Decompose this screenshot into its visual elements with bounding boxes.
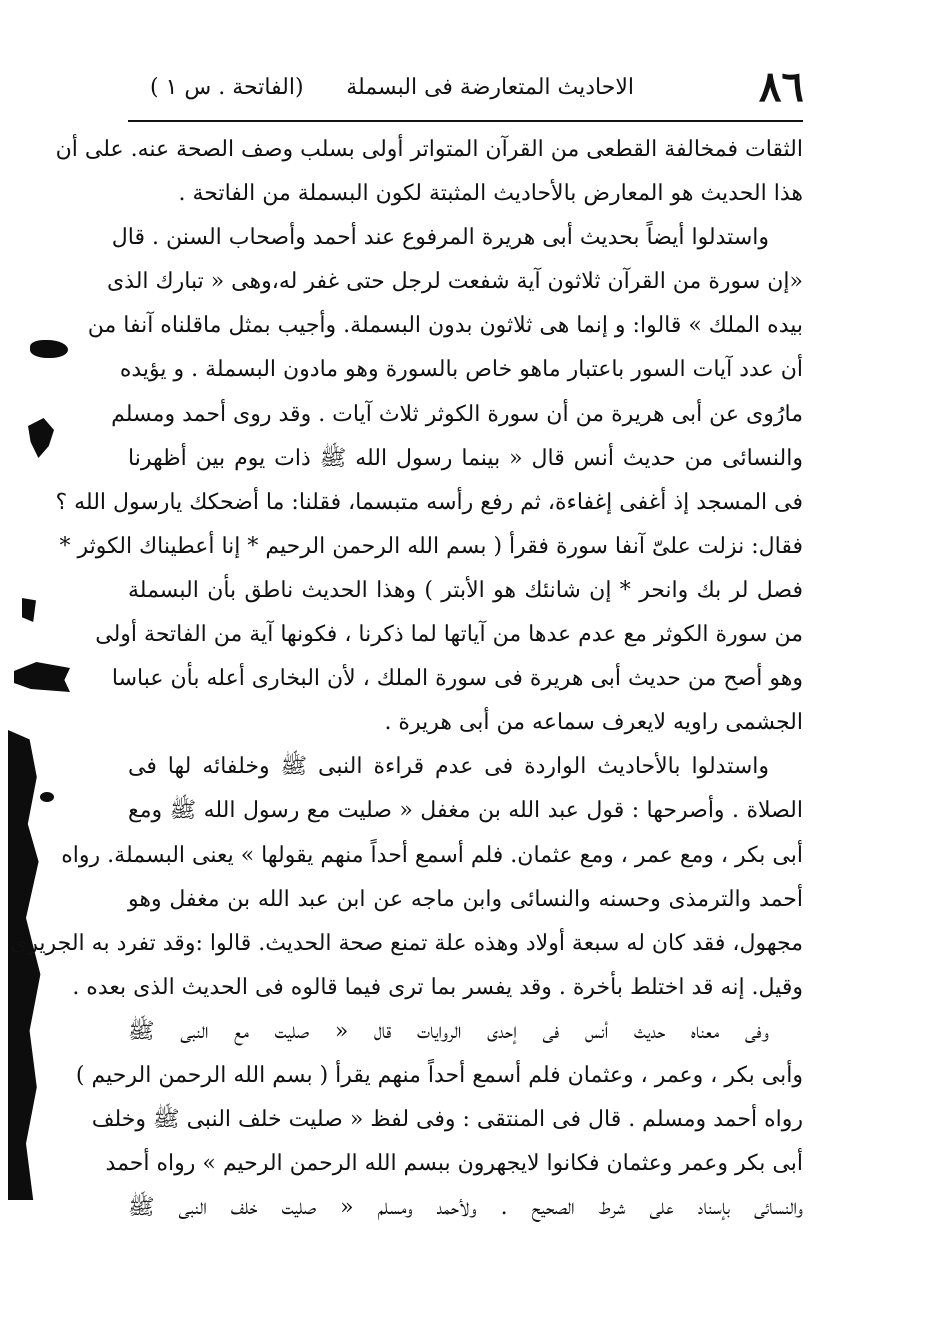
paragraph [55,216,803,745]
text-line: من سورة الكوثر مع عدم عدها من آياتها لما ذكرنا ، فكونها آية من الفاتحة أولى [95,622,803,648]
text-line: الجشمى راويه لايعرف سماعه من أبى هريرة . [384,710,803,736]
text-line: الصلاة . وأصرحها : قول عبد الله بن مغفل « صليت مع رسول الله ﷺ ومع [128,798,803,824]
text-line: الثقات فمخالفة القطعى من القرآن المتواتر أولى بسلب وصف الصحة عنه. على أن [55,137,803,162]
scan-smudge [40,792,54,802]
scan-smudge [28,418,54,458]
body-text [10,128,803,1230]
text-line: وفى معناه حديث أنس فى إحدى الروايات قال « صليت مع النبى ﷺ [128,1018,769,1044]
text-line: «إن سورة من القرآن ثلاثون آية شفعت لرجل حتى غفر له،وهى « تبارك الذى [106,269,803,295]
scan-smudge [22,598,36,622]
text-line: أبى بكر ، ومع عمر ، ومع عثمان. فلم أسمع أحداً منهم يقولها » يعنى البسملة. رواه [61,842,803,868]
text-line: فى المسجد إذ أغفى إغفاءة، ثم رفع رأسه متبسما، فقلنا: ما أضحكك يارسول الله ؟ [55,489,803,515]
text-line: فصل لر بك وانحر * إن شانئك هو الأبتر ) وهذا الحديث ناطق بأن البسملة [128,577,803,603]
text-line: بيده الملك » قالوا: و إنما هى ثلاثون بدون البسملة. وأجيب بمثل ماقلناه آنفا من [87,313,803,339]
text-line: وأبى بكر ، وعمر ، وعثمان فلم أسمع أحداً منهم يقرأ ( بسم الله الرحمن الرحيم ) [75,1062,803,1088]
running-title: الاحاديث المتعارضة فى البسملة [346,75,634,100]
page-header [128,60,804,118]
text-line: فقال: نزلت علىّ آنفا سورة فقرأ ( بسم الله الرحمن الرحيم * إنا أعطيناك الكوثر * [59,533,803,559]
header-rule [128,120,803,122]
text-line: والنسائى بإسناد على شرط الصحيح . ولأحمد ومسلم « صليت خلف النبى ﷺ [128,1195,803,1221]
scan-smudge [14,662,70,692]
running-section: (الفاتحة . س ١ ) [150,75,304,100]
text-line: واستدلوا بالأحاديث الواردة فى عدم قراءة النبى ﷺ وخلفائه لها فى [128,754,769,780]
paragraph [55,128,803,216]
text-line: والنسائى من حديث أنس قال « بينما رسول الله ﷺ ذات يوم بين أظهرنا [128,445,803,471]
text-line: أبى بكر وعمر وعثمان فكانوا لايجهرون ببسم الله الرحمن الرحيم » رواه أحمد [105,1151,803,1177]
paragraph [10,745,803,1010]
text-line: رواه أحمد ومسلم . قال فى المنتقى : وفى لفظ « صليت خلف النبى ﷺ وخلف [91,1107,803,1133]
text-line: أحمد والترمذى وحسنه والنسائى وابن ماجه عن ابن عبد الله بن مغفل وهو [128,886,803,912]
paragraph [75,1010,803,1230]
page-number: ٨٦ [758,62,804,111]
text-line: هذا الحديث هو المعارض بالأحاديث المثبتة لكون البسملة من الفاتحة . [178,181,803,207]
text-line: مجهول، فقد كان له سبعة أولاد وهذه علة تمنع صحة الحديث. قالوا :وقد تفرد به الجريرى [10,930,803,956]
text-line: وقيل. إنه قد اختلط بأخرة . وقد يفسر بما ترى فيما قالوه فى الحديث الذى بعده . [72,974,803,1000]
scan-smudge [30,340,68,358]
text-line: مارُوى عن أبى هريرة من أن سورة الكوثر ثلاث آيات . وقد روى أحمد ومسلم [111,401,803,427]
text-line: وهو أصح من حديث أبى هريرة فى سورة الملك ، لأن البخارى أعله بأن عباسا [111,666,803,692]
text-line: أن عدد آيات السور باعتبار ماهو خاص بالسورة وهو مادون البسملة . و يؤيده [119,357,803,383]
text-line: واستدلوا أيضاً بحديث أبى هريرة المرفوع عند أحمد وأصحاب السنن . قال [111,225,769,251]
